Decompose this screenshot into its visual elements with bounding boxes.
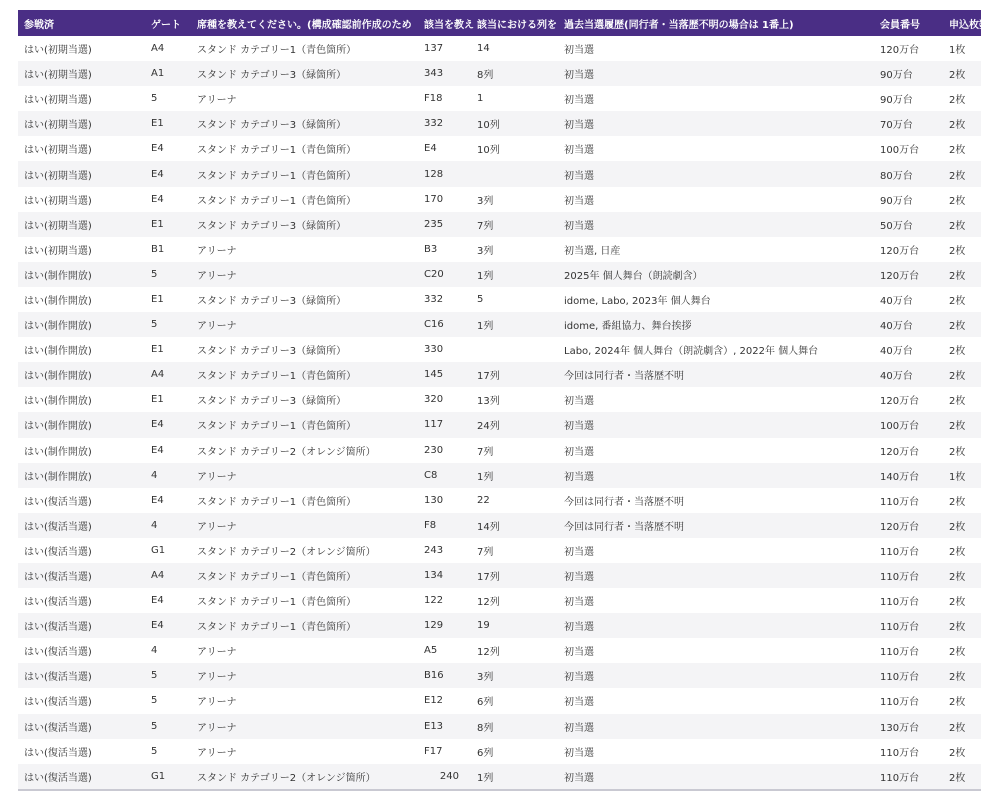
cell-member-number[interactable]: 130万台 [880,722,920,734]
table-row [18,237,981,262]
cell-block[interactable]: 134 [424,570,444,582]
cell-ticket-count[interactable]: 2枚 [949,747,966,759]
cell-row[interactable]: 1列 [477,270,494,282]
cell-seat-type[interactable]: スタンド カテゴリー3（緑箇所） [197,295,347,307]
cell-ticket-count[interactable]: 2枚 [949,170,966,182]
cell-block[interactable]: 137 [424,43,444,55]
cell-row[interactable]: 7列 [477,446,494,458]
cell-attended[interactable]: はい(復活当選) [24,572,92,584]
cell-member-number[interactable]: 110万台 [880,572,920,584]
cell-block[interactable]: F8 [424,519,437,531]
table-row [18,337,981,362]
cell-row[interactable]: 14 [477,43,490,55]
cell-block[interactable]: 122 [424,595,444,607]
table-row [18,312,981,337]
cell-ticket-count[interactable]: 2枚 [949,697,966,709]
cell-gate[interactable]: 5 [151,670,158,682]
cell-seat-type[interactable]: スタンド カテゴリー3（緑箇所） [197,396,347,408]
cell-row[interactable]: 22 [477,494,490,506]
cell-row[interactable]: 1列 [477,321,494,333]
cell-seat-type[interactable]: アリーナ [197,95,237,107]
table-row [18,739,981,764]
cell-ticket-count[interactable]: 2枚 [949,270,966,282]
table-row [18,513,981,538]
cell-member-number[interactable]: 40万台 [880,321,913,333]
cell-seat-type[interactable]: スタンド カテゴリー1（青色箇所） [197,45,357,57]
cell-attended[interactable]: はい(制作開放) [24,371,92,383]
table-row [18,663,981,688]
cell-attended[interactable]: はい(復活当選) [24,597,92,609]
cell-seat-type[interactable]: スタンド カテゴリー3（緑箇所） [197,70,347,82]
cell-ticket-count[interactable]: 2枚 [949,145,966,157]
cell-attended[interactable]: はい(制作開放) [24,270,92,282]
cell-ticket-count[interactable]: 2枚 [949,521,966,533]
cell-ticket-count[interactable]: 2枚 [949,546,966,558]
cell-gate[interactable]: 5 [151,319,158,331]
table-row [18,563,981,588]
cell-member-number[interactable]: 110万台 [880,496,920,508]
column-header-gate[interactable]: ゲート [151,19,181,31]
cell-seat-type[interactable]: スタンド カテゴリー1（青色箇所） [197,195,357,207]
cell-attended[interactable]: はい(復活当選) [24,647,92,659]
cell-history[interactable]: 初当選 [564,597,594,609]
cell-block[interactable]: F18 [424,93,443,105]
cell-row[interactable]: 3列 [477,195,494,207]
cell-block[interactable]: E4 [424,143,437,155]
cell-history[interactable]: 初当選 [564,95,594,107]
cell-gate[interactable]: E1 [151,118,164,130]
column-header-seat-type[interactable]: 席種を教えてください。(構成確認前作成のため [197,19,412,31]
cell-ticket-count[interactable]: 2枚 [949,672,966,684]
cell-block[interactable]: 230 [424,444,444,456]
cell-block[interactable]: 128 [424,168,444,180]
table-row [18,588,981,613]
cell-history[interactable]: 初当選 [564,45,594,57]
cell-block[interactable]: 129 [424,620,444,632]
cell-gate[interactable]: E1 [151,218,164,230]
cell-member-number[interactable]: 110万台 [880,697,920,709]
table-row [18,212,981,237]
cell-row[interactable]: 3列 [477,245,494,257]
cell-history[interactable]: 今回は同行者・当落歴不明 [564,371,684,383]
cell-row[interactable]: 1列 [477,471,494,483]
cell-gate[interactable]: E1 [151,293,164,305]
cell-member-number[interactable]: 120万台 [880,446,920,458]
cell-gate[interactable]: E1 [151,394,164,406]
cell-gate[interactable]: 5 [151,93,158,105]
cell-member-number[interactable]: 110万台 [880,647,920,659]
cell-seat-type[interactable]: スタンド カテゴリー1（青色箇所） [197,496,357,508]
cell-member-number[interactable]: 90万台 [880,95,913,107]
cell-member-number[interactable]: 40万台 [880,371,913,383]
cell-gate[interactable]: 5 [151,720,158,732]
cell-history[interactable]: 初当選, 日産 [564,245,621,257]
column-header-row[interactable]: 該当における列を [477,19,557,31]
cell-row[interactable]: 19 [477,620,490,632]
cell-row[interactable]: 1列 [477,772,494,784]
cell-gate[interactable]: E4 [151,595,164,607]
spreadsheet-view [18,10,989,791]
cell-history[interactable]: 初当選 [564,421,594,433]
cell-ticket-count[interactable]: 1枚 [949,471,966,483]
cell-ticket-count[interactable]: 2枚 [949,120,966,132]
cell-ticket-count[interactable]: 2枚 [949,195,966,207]
cell-gate[interactable]: B1 [151,243,165,255]
cell-member-number[interactable]: 100万台 [880,145,920,157]
cell-attended[interactable]: はい(制作開放) [24,396,92,408]
cell-ticket-count[interactable]: 2枚 [949,647,966,659]
cell-seat-type[interactable]: アリーナ [197,647,237,659]
table-row [18,488,981,513]
column-header-history[interactable]: 過去当選履歴(同行者・当落歴不明の場合は 1番上) [564,19,794,31]
cell-ticket-count[interactable]: 2枚 [949,220,966,232]
cell-history[interactable]: idome, Labo, 2023年 個人舞台 [564,295,711,307]
cell-member-number[interactable]: 40万台 [880,346,913,358]
cell-row[interactable]: 17列 [477,572,500,584]
cell-block[interactable]: C20 [424,268,444,280]
cell-ticket-count[interactable]: 2枚 [949,70,966,82]
table-bottom-divider [18,789,981,791]
cell-attended[interactable]: はい(復活当選) [24,496,92,508]
cell-gate[interactable]: 5 [151,695,158,707]
table-row [18,538,981,563]
cell-block[interactable]: 343 [424,68,444,80]
cell-block[interactable]: 170 [424,193,444,205]
cell-attended[interactable]: はい(初期当選) [24,120,92,132]
cell-block[interactable]: 243 [424,544,444,556]
cell-ticket-count[interactable]: 2枚 [949,597,966,609]
cell-history[interactable]: 初当選 [564,647,594,659]
cell-seat-type[interactable]: アリーナ [197,672,237,684]
cell-seat-type[interactable]: スタンド カテゴリー1（青色箇所） [197,170,357,182]
cell-history[interactable]: 初当選 [564,747,594,759]
header-row [18,10,981,36]
cell-gate[interactable]: 4 [151,645,158,657]
cell-gate[interactable]: E4 [151,444,164,456]
cell-ticket-count[interactable]: 2枚 [949,245,966,257]
cell-attended[interactable]: はい(初期当選) [24,70,92,82]
table-row [18,613,981,638]
cell-seat-type[interactable]: アリーナ [197,245,237,257]
cell-gate[interactable]: A4 [151,43,165,55]
table-row [18,764,981,789]
table-row [18,111,981,136]
cell-row[interactable]: 5 [477,293,484,305]
table-row [18,36,981,61]
cell-row[interactable]: 14列 [477,521,500,533]
cell-seat-type[interactable]: スタンド カテゴリー1（青色箇所） [197,622,357,634]
table-row [18,136,981,161]
cell-ticket-count[interactable]: 2枚 [949,622,966,634]
table-row [18,287,981,312]
cell-ticket-count[interactable]: 2枚 [949,496,966,508]
table-row [18,412,981,437]
cell-ticket-count[interactable]: 2枚 [949,95,966,107]
cell-ticket-count[interactable]: 2枚 [949,295,966,307]
cell-seat-type[interactable]: スタンド カテゴリー1（青色箇所） [197,371,357,383]
cell-member-number[interactable]: 110万台 [880,597,920,609]
cell-history[interactable]: 初当選 [564,672,594,684]
cell-member-number[interactable]: 50万台 [880,220,913,232]
cell-attended[interactable]: はい(復活当選) [24,747,92,759]
cell-block[interactable]: B16 [424,670,444,682]
cell-history[interactable]: 初当選 [564,120,594,132]
cell-row[interactable]: 6列 [477,747,494,759]
cell-history[interactable]: 初当選 [564,145,594,157]
cell-member-number[interactable]: 120万台 [880,45,920,57]
table-row [18,387,981,412]
column-header-member-number[interactable]: 会員番号 [880,19,920,31]
cell-gate[interactable]: E4 [151,419,164,431]
cell-gate[interactable]: A4 [151,570,165,582]
cell-row[interactable]: 12列 [477,647,500,659]
cell-ticket-count[interactable]: 2枚 [949,421,966,433]
cell-member-number[interactable]: 100万台 [880,421,920,433]
cell-block[interactable]: C8 [424,469,438,481]
cell-gate[interactable]: A4 [151,369,165,381]
cell-block[interactable]: 330 [424,344,444,356]
cell-row[interactable]: 7列 [477,220,494,232]
cell-row[interactable]: 7列 [477,546,494,558]
cell-member-number[interactable]: 90万台 [880,70,913,82]
cell-seat-type[interactable]: スタンド カテゴリー1（青色箇所） [197,145,357,157]
cell-history[interactable]: 今回は同行者・当落歴不明 [564,496,684,508]
column-header-block[interactable]: 該当を教え [424,19,474,31]
cell-history[interactable]: 初当選 [564,170,594,182]
results-table [18,10,989,789]
cell-seat-type[interactable]: スタンド カテゴリー1（青色箇所） [197,572,357,584]
cell-member-number[interactable]: 120万台 [880,245,920,257]
cell-block[interactable]: 117 [424,419,444,431]
cell-seat-type[interactable]: アリーナ [197,697,237,709]
cell-history[interactable]: 初当選 [564,446,594,458]
cell-member-number[interactable]: 120万台 [880,270,920,282]
cell-block[interactable]: E13 [424,720,444,732]
cell-ticket-count[interactable]: 2枚 [949,346,966,358]
table-row [18,714,981,739]
cell-block[interactable]: E12 [424,695,444,707]
cell-attended[interactable]: はい(復活当選) [24,672,92,684]
column-header-ticket-count[interactable]: 申込枚数 [949,19,989,31]
cell-member-number[interactable]: 90万台 [880,195,913,207]
cell-history[interactable]: 初当選 [564,722,594,734]
table-row [18,61,981,86]
cell-gate[interactable]: 5 [151,745,158,757]
cell-history[interactable]: 初当選 [564,396,594,408]
cell-seat-type[interactable]: スタンド カテゴリー1（青色箇所） [197,421,357,433]
cell-row[interactable] [471,337,558,362]
cell-history[interactable]: 初当選 [564,772,594,784]
column-header-attended[interactable]: 参戦済 [24,19,54,31]
cell-gate[interactable]: E1 [151,344,164,356]
cell-block[interactable]: 130 [424,494,444,506]
cell-attended[interactable]: はい(制作開放) [24,321,92,333]
table-row [18,86,981,111]
cell-row[interactable]: 6列 [477,697,494,709]
cell-attended[interactable]: はい(制作開放) [24,295,92,307]
cell-gate[interactable]: E4 [151,620,164,632]
cell-attended[interactable]: はい(復活当選) [24,546,92,558]
table-row [18,161,981,186]
cell-history[interactable]: 初当選 [564,697,594,709]
cell-row[interactable] [471,161,558,186]
cell-history[interactable]: 今回は同行者・当落歴不明 [564,521,684,533]
cell-seat-type[interactable]: スタンド カテゴリー1（青色箇所） [197,597,357,609]
cell-attended[interactable]: はい(復活当選) [24,722,92,734]
cell-gate[interactable]: E4 [151,193,164,205]
cell-gate[interactable]: 4 [151,519,158,531]
cell-row[interactable]: 17列 [477,371,500,383]
cell-block[interactable]: 320 [424,394,444,406]
cell-block[interactable]: 332 [424,293,444,305]
cell-history[interactable]: 初当選 [564,546,594,558]
cell-history[interactable]: 初当選 [564,471,594,483]
cell-seat-type[interactable]: スタンド カテゴリー2（オレンジ箇所） [197,546,376,558]
cell-row[interactable]: 8列 [477,722,494,734]
cell-member-number[interactable]: 110万台 [880,622,920,634]
cell-seat-type[interactable]: アリーナ [197,321,237,333]
cell-gate[interactable]: 5 [151,268,158,280]
cell-block[interactable]: 235 [424,218,444,230]
cell-seat-type[interactable]: アリーナ [197,722,237,734]
cell-history[interactable]: 初当選 [564,220,594,232]
cell-row[interactable]: 3列 [477,672,494,684]
cell-attended[interactable]: はい(初期当選) [24,220,92,232]
cell-attended[interactable]: はい(初期当選) [24,245,92,257]
table-row [18,362,981,387]
table-row [18,638,981,663]
cell-history[interactable]: 2025年 個人舞台（朗読劇含） [564,270,703,282]
cell-gate[interactable]: G1 [151,544,166,556]
cell-seat-type[interactable]: アリーナ [197,521,237,533]
cell-history[interactable]: 初当選 [564,572,594,584]
cell-seat-type[interactable]: アリーナ [197,747,237,759]
cell-member-number[interactable]: 80万台 [880,170,913,182]
cell-member-number[interactable]: 120万台 [880,521,920,533]
cell-ticket-count[interactable]: 2枚 [949,772,966,784]
cell-attended[interactable]: はい(制作開放) [24,471,92,483]
cell-row[interactable]: 1 [477,93,484,105]
cell-attended[interactable]: はい(復活当選) [24,622,92,634]
cell-block[interactable]: F17 [424,745,443,757]
cell-history[interactable]: 初当選 [564,70,594,82]
cell-seat-type[interactable]: アリーナ [197,471,237,483]
table-body [18,36,981,789]
cell-block[interactable]: 145 [424,369,444,381]
cell-gate[interactable]: E4 [151,143,164,155]
cell-seat-type[interactable]: スタンド カテゴリー2（オレンジ箇所） [197,446,376,458]
cell-gate[interactable]: E4 [151,168,164,180]
table-row [18,438,981,463]
cell-attended[interactable]: はい(初期当選) [24,145,92,157]
table-row [18,187,981,212]
cell-seat-type[interactable]: スタンド カテゴリー3（緑箇所） [197,120,347,132]
cell-history[interactable]: idome, 番組協力、舞台挨拶 [564,321,692,333]
cell-ticket-count[interactable]: 2枚 [949,446,966,458]
cell-gate[interactable]: 4 [151,469,158,481]
cell-block[interactable]: C16 [424,319,444,331]
cell-block[interactable]: 240 [439,770,459,782]
cell-gate[interactable]: A1 [151,68,165,80]
cell-seat-type[interactable]: スタンド カテゴリー3（緑箇所） [197,346,347,358]
cell-gate[interactable]: G1 [151,770,166,782]
cell-ticket-count[interactable]: 2枚 [949,722,966,734]
cell-attended[interactable]: はい(初期当選) [24,95,92,107]
cell-block[interactable]: B3 [424,243,438,255]
cell-row[interactable]: 12列 [477,597,500,609]
cell-member-number[interactable]: 120万台 [880,396,920,408]
cell-member-number[interactable]: 70万台 [880,120,913,132]
cell-attended[interactable]: はい(初期当選) [24,45,92,57]
cell-ticket-count[interactable]: 2枚 [949,371,966,383]
cell-row[interactable]: 24列 [477,421,500,433]
cell-row[interactable]: 10列 [477,145,500,157]
cell-ticket-count[interactable]: 2枚 [949,572,966,584]
cell-history[interactable]: 初当選 [564,195,594,207]
cell-member-number[interactable]: 110万台 [880,772,920,784]
cell-history[interactable]: 初当選 [564,622,594,634]
cell-gate[interactable]: E4 [151,494,164,506]
cell-ticket-count[interactable]: 1枚 [949,45,966,57]
table-row [18,262,981,287]
cell-member-number[interactable]: 140万台 [880,471,920,483]
cell-attended[interactable]: はい(復活当選) [24,521,92,533]
cell-seat-type[interactable]: スタンド カテゴリー2（オレンジ箇所） [197,772,376,784]
cell-member-number[interactable]: 110万台 [880,747,920,759]
cell-attended[interactable]: はい(復活当選) [24,697,92,709]
cell-seat-type[interactable]: スタンド カテゴリー3（緑箇所） [197,220,347,232]
cell-ticket-count[interactable]: 2枚 [949,396,966,408]
cell-ticket-count[interactable]: 2枚 [949,321,966,333]
cell-history[interactable]: Labo, 2024年 個人舞台（朗読劇含）, 2022年 個人舞台 [564,346,819,358]
cell-block[interactable]: A5 [424,645,438,657]
cell-attended[interactable]: はい(復活当選) [24,772,92,784]
cell-row[interactable]: 8列 [477,70,494,82]
cell-attended[interactable]: はい(初期当選) [24,195,92,207]
cell-row[interactable]: 13列 [477,396,500,408]
cell-attended[interactable]: はい(制作開放) [24,421,92,433]
cell-attended[interactable]: はい(制作開放) [24,346,92,358]
cell-row[interactable]: 10列 [477,120,500,132]
cell-block[interactable]: 332 [424,118,444,130]
cell-member-number[interactable]: 110万台 [880,672,920,684]
cell-member-number[interactable]: 40万台 [880,295,913,307]
cell-member-number[interactable]: 110万台 [880,546,920,558]
cell-seat-type[interactable]: アリーナ [197,270,237,282]
table-row [18,688,981,713]
cell-attended[interactable]: はい(制作開放) [24,446,92,458]
table-row [18,463,981,488]
cell-attended[interactable]: はい(初期当選) [24,170,92,182]
